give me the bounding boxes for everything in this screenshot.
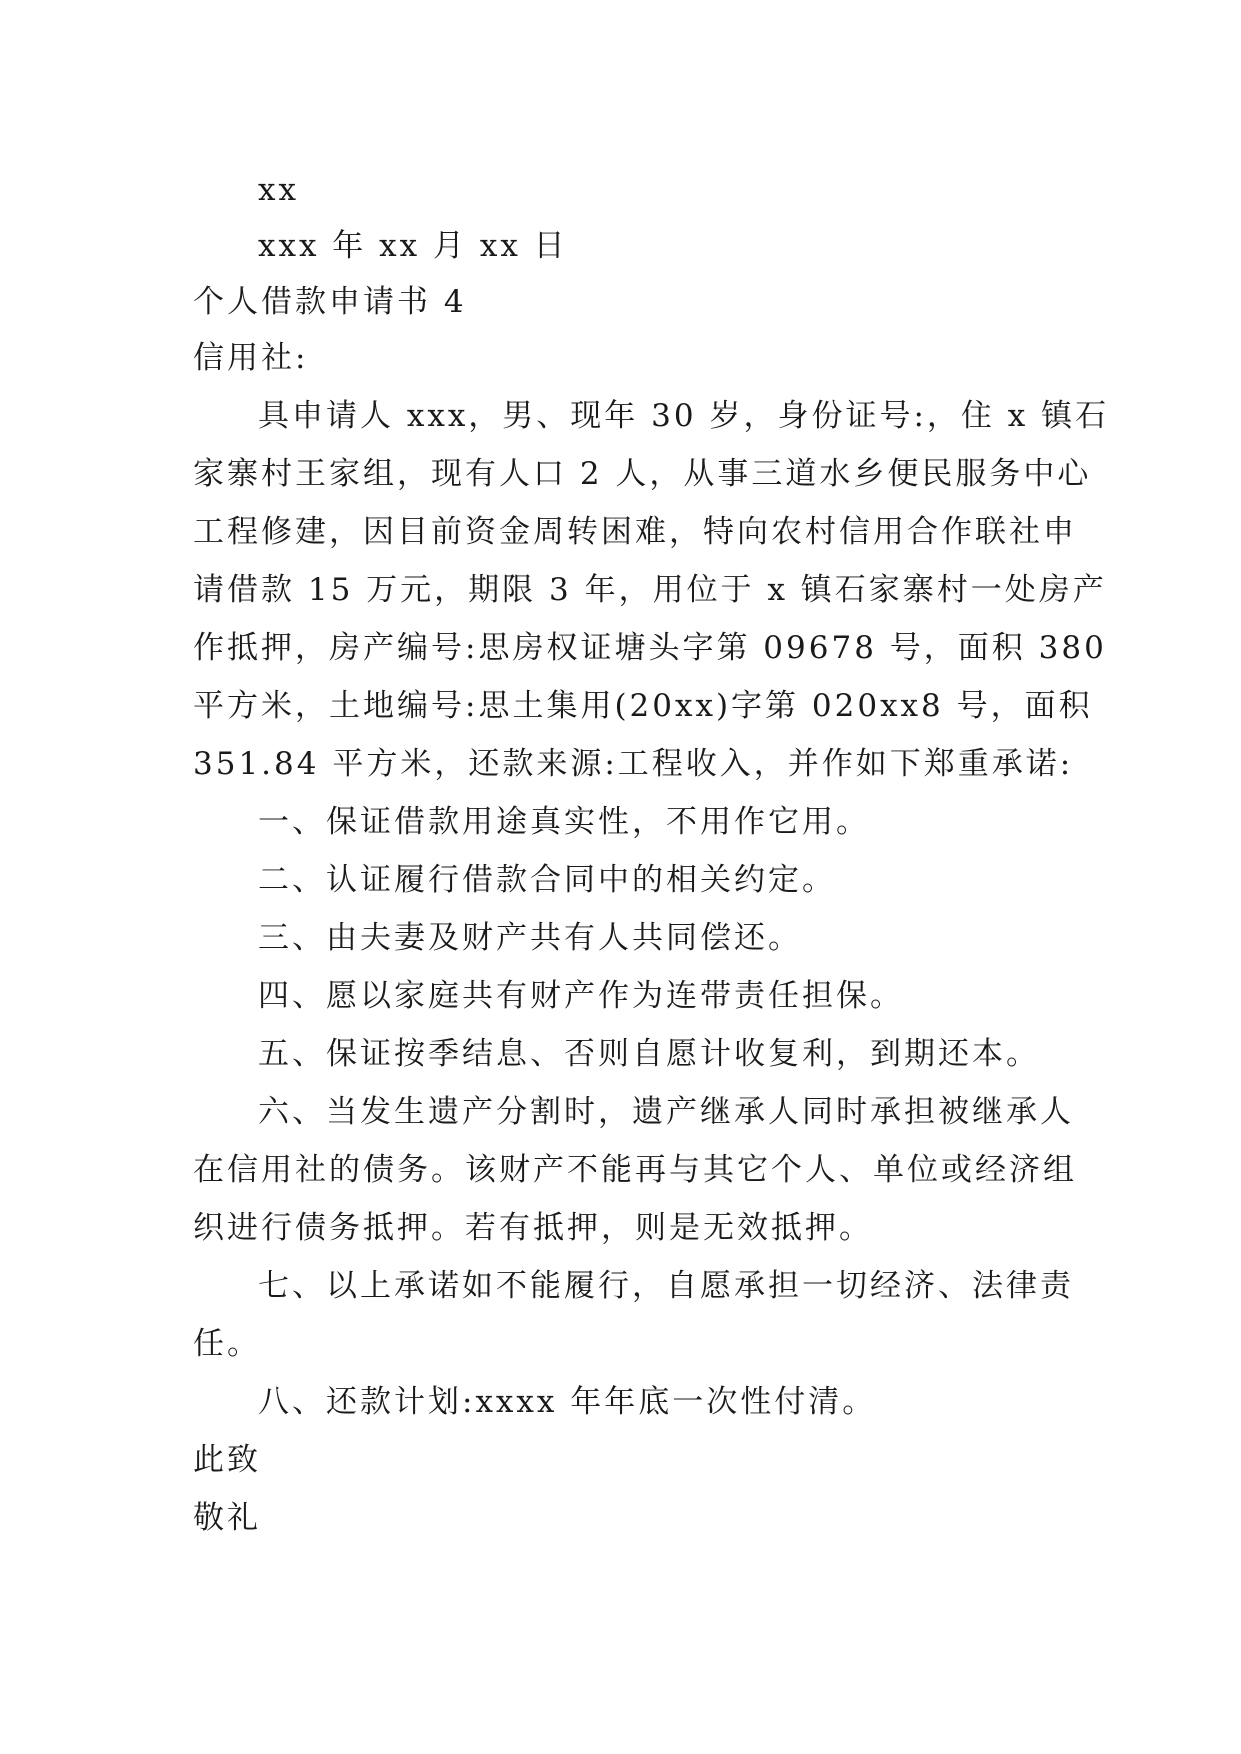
- pledge-item: 一、保证借款用途真实性，不用作它用。: [258, 804, 870, 840]
- pledge-seven-line: 七、以上承诺如不能履行，自愿承担一切经济、法律责: [258, 1268, 1074, 1304]
- closing-regards: 敬礼: [193, 1500, 261, 1536]
- body-line: 作抵押，房产编号:思房权证塘头字第 09678 号，面积 380: [193, 630, 1107, 666]
- body-line: 平方米，土地编号:思土集用(20xx)字第 020xx8 号，面积: [193, 688, 1093, 724]
- body-line: 请借款 15 万元，期限 3 年，用位于 x 镇石家寨村一处房产: [193, 572, 1107, 608]
- pledge-six-line: 织进行债务抵押。若有抵押，则是无效抵押。: [193, 1210, 873, 1246]
- pledge-item: 二、认证履行借款合同中的相关约定。: [258, 862, 836, 898]
- pledge-six-line: 在信用社的债务。该财产不能再与其它个人、单位或经济组: [193, 1152, 1077, 1188]
- body-line: 351.84 平方米，还款来源:工程收入，并作如下郑重承诺:: [193, 746, 1074, 782]
- signature-date: xxx 年 xx 月 xx 日: [258, 228, 568, 264]
- body-line: 家寨村王家组，现有人口 2 人，从事三道水乡便民服务中心: [193, 456, 1092, 492]
- pledge-seven-line: 任。: [193, 1326, 261, 1362]
- pledge-item: 四、愿以家庭共有财产作为连带责任担保。: [258, 978, 904, 1014]
- pledge-item: 三、由夫妻及财产共有人共同偿还。: [258, 920, 802, 956]
- addressee: 信用社:: [193, 340, 309, 376]
- pledge-eight: 八、还款计划:xxxx 年年底一次性付清。: [258, 1384, 877, 1420]
- closing-salutation: 此致: [193, 1442, 261, 1478]
- pledge-six-line: 六、当发生遗产分割时，遗产继承人同时承担被继承人: [258, 1094, 1074, 1130]
- document-title: 个人借款申请书 4: [193, 284, 467, 320]
- body-line: 工程修建，因目前资金周转困难，特向农村信用合作联社申: [193, 514, 1077, 550]
- signature-name: xx: [258, 172, 299, 208]
- body-line: 具申请人 xxx，男、现年 30 岁，身份证号:，住 x 镇石: [258, 398, 1110, 434]
- pledge-item: 五、保证按季结息、否则自愿计收复利，到期还本。: [258, 1036, 1040, 1072]
